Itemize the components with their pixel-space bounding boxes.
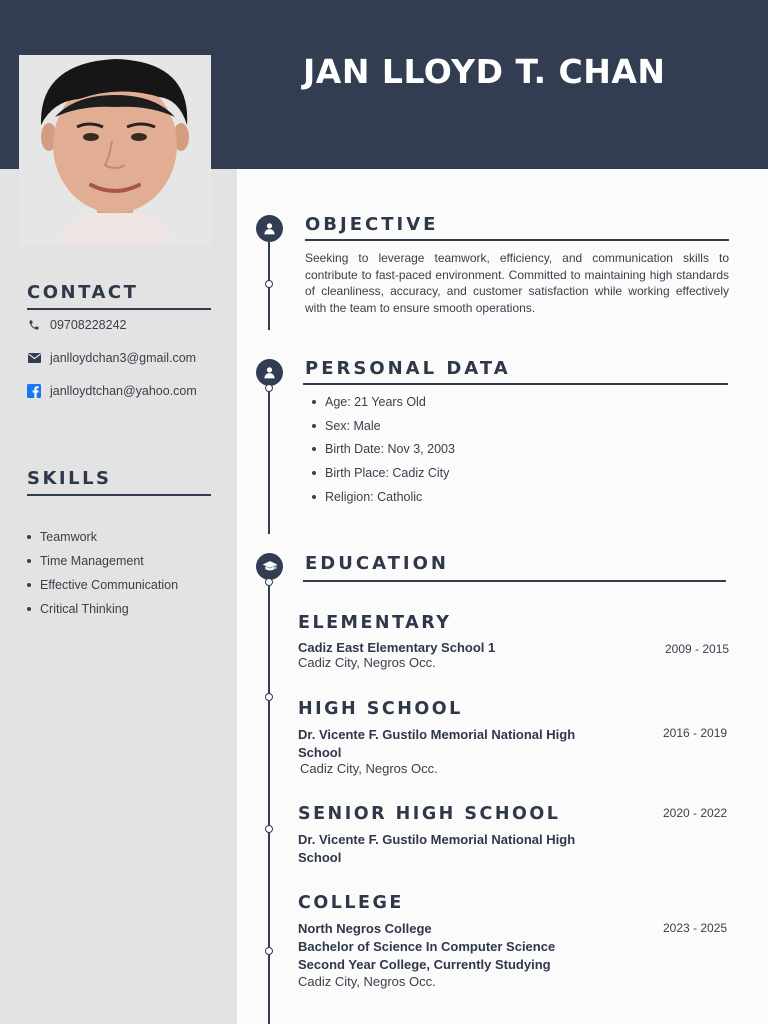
personal-data-list xyxy=(308,392,455,510)
personal-data-item: Sex: Male xyxy=(308,416,455,440)
objective-heading: OBJECTIVE xyxy=(305,214,439,235)
timeline-dot xyxy=(265,947,273,955)
timeline-line-education xyxy=(268,580,270,1024)
personal-data-rule xyxy=(303,383,728,385)
resume-name: JAN LLOYD T. CHAN xyxy=(303,52,666,91)
gmail-address[interactable]: janlloydchan3@gmail.com xyxy=(50,351,197,365)
objective-rule xyxy=(305,239,729,241)
high-school-name: Dr. Vicente F. Gustilo Memorial National High School xyxy=(298,727,576,760)
timeline-line-personal xyxy=(268,386,270,534)
senior-high-heading: SENIOR HIGH SCHOOL xyxy=(298,804,561,824)
person-badge-icon xyxy=(256,215,283,242)
college-course: Bachelor of Science In Computer Science xyxy=(298,939,556,954)
phone-icon xyxy=(27,318,41,332)
skill-item: Time Management xyxy=(25,551,178,575)
facebook-icon xyxy=(27,384,41,398)
personal-data-item: Birth Place: Cadiz City xyxy=(308,463,455,487)
elementary-location: Cadiz City, Negros Occ. xyxy=(298,655,436,670)
graduation-cap-icon xyxy=(256,553,283,580)
college-school: North Negros College xyxy=(298,921,432,936)
high-school-location: Cadiz City, Negros Occ. xyxy=(300,761,438,776)
personal-data-heading: PERSONAL DATA xyxy=(305,358,511,379)
contact-rule xyxy=(27,308,211,310)
skills-list xyxy=(25,527,178,623)
high-school-heading: HIGH SCHOOL xyxy=(298,699,463,719)
college-status: Second Year College, Currently Studying xyxy=(298,957,551,972)
elementary-school: Cadiz East Elementary School 1 xyxy=(298,640,496,655)
contact-heading: CONTACT xyxy=(27,282,139,303)
phone-number: 09708228242 xyxy=(50,318,127,332)
skill-item: Critical Thinking xyxy=(25,599,178,623)
timeline-dot xyxy=(265,578,273,586)
objective-text: Seeking to leverage teamwork, efficiency, and communication skills to contribute to fast-paced environment. Committed to maintaining high standards of cleanliness, accuracy, and customer satisfaction while working effectively with the team to ensure smooth operations. xyxy=(305,251,729,315)
personal-data-item: Religion: Catholic xyxy=(308,487,455,511)
high-school-years: 2016 - 2019 xyxy=(663,726,728,740)
yahoo-address[interactable]: janlloydtchan@yahoo.com xyxy=(50,384,197,398)
education-rule xyxy=(303,580,726,582)
skills-heading: SKILLS xyxy=(27,468,112,489)
timeline-dot xyxy=(265,825,273,833)
profile-photo xyxy=(19,55,211,245)
timeline-dot xyxy=(265,693,273,701)
skill-item: Teamwork xyxy=(25,527,178,551)
college-location: Cadiz City, Negros Occ. xyxy=(298,974,436,989)
contact-phone xyxy=(27,317,127,333)
college-years: 2023 - 2025 xyxy=(663,921,728,935)
skill-item: Effective Communication xyxy=(25,575,178,599)
senior-high-years: 2020 - 2022 xyxy=(663,806,728,820)
timeline-dot xyxy=(265,280,273,288)
elementary-years: 2009 - 2015 xyxy=(665,642,730,656)
contact-gmail xyxy=(27,350,197,366)
personal-data-item: Age: 21 Years Old xyxy=(308,392,455,416)
college-heading: COLLEGE xyxy=(298,893,404,913)
person-badge-icon xyxy=(256,359,283,386)
education-heading: EDUCATION xyxy=(305,553,449,574)
mail-icon xyxy=(27,351,41,365)
timeline-dot xyxy=(265,384,273,392)
skills-rule xyxy=(27,494,211,496)
elementary-heading: ELEMENTARY xyxy=(298,613,452,633)
personal-data-item: Birth Date: Nov 3, 2003 xyxy=(308,439,455,463)
contact-yahoo xyxy=(27,383,197,399)
senior-high-school: Dr. Vicente F. Gustilo Memorial National High School xyxy=(298,832,576,865)
